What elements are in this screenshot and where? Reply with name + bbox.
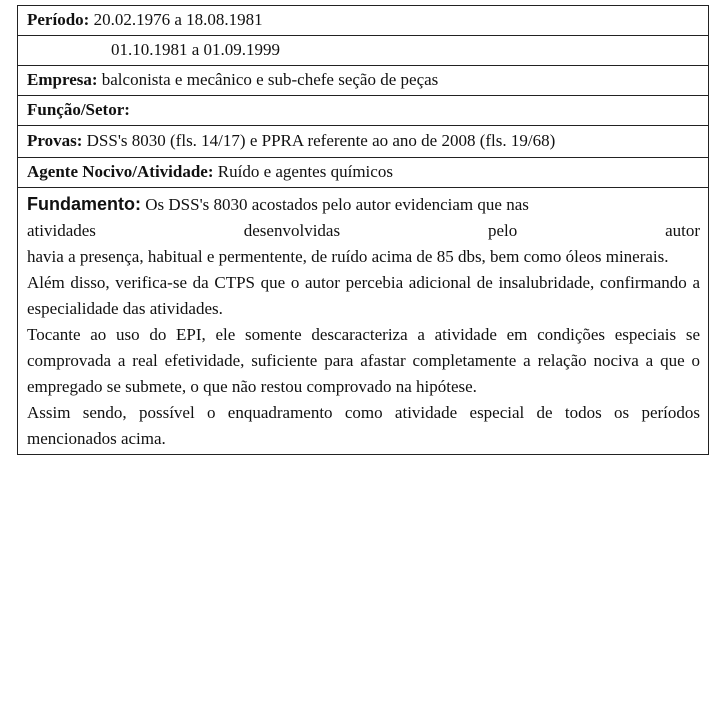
spread-word: desenvolvidas bbox=[243, 221, 341, 240]
decision-table bbox=[17, 5, 709, 455]
fundamento-label: Fundamento: bbox=[27, 194, 141, 214]
provas-label: Provas: bbox=[27, 131, 83, 150]
fundamento-spread-line bbox=[27, 218, 700, 244]
funcao-label: Função/Setor: bbox=[27, 100, 130, 119]
agente-value: Ruído e agentes químicos bbox=[217, 162, 393, 181]
fundamento-first-line bbox=[27, 191, 700, 218]
spread-word: atividades bbox=[27, 221, 96, 240]
fundamento-first-text: Os DSS's 8030 acostados pelo autor evidenciam que nas bbox=[145, 195, 529, 214]
periodo-line1: 20.02.1976 a 18.08.1981 bbox=[93, 10, 263, 29]
funcao-row bbox=[18, 96, 708, 126]
spread-word: pelo bbox=[487, 221, 518, 240]
fundamento-paragraph-3: Tocante ao uso do EPI, ele somente descaracteriza a atividade em condições especiais se comprovada a real efetividade, suficiente para afastar completamente a relação nociva a que o empregado se submete, o que não restou comprovado na hipótese. bbox=[27, 325, 700, 396]
fundamento-paragraph-2: Além disso, verifica-se da CTPS que o autor percebia adicional de insalubridade, confirmando a especialidade das atividades. bbox=[27, 273, 700, 318]
empresa-row bbox=[18, 66, 708, 96]
periodo-row bbox=[18, 6, 708, 36]
agente-row bbox=[18, 158, 708, 188]
spread-word: autor bbox=[665, 221, 700, 240]
periodo-label: Período: bbox=[27, 10, 90, 29]
periodo-row-2 bbox=[18, 36, 708, 66]
fundamento-row bbox=[18, 188, 708, 455]
periodo-line2: 01.10.1981 a 01.09.1999 bbox=[111, 40, 281, 59]
provas-row bbox=[18, 126, 708, 158]
agente-label: Agente Nocivo/Atividade: bbox=[27, 162, 214, 181]
fundamento-paragraph-4: Assim sendo, possível o enquadramento como atividade especial de todos os períodos mencionados acima. bbox=[27, 403, 700, 448]
empresa-value: balconista e mecânico e sub-chefe seção de peças bbox=[101, 70, 439, 89]
fundamento-paragraph-1: havia a presença, habitual e permentente, de ruído acima de 85 dbs, bem como óleos minerais. bbox=[27, 247, 669, 266]
empresa-label: Empresa: bbox=[27, 70, 98, 89]
provas-value: DSS's 8030 (fls. 14/17) e PPRA referente ao ano de 2008 (fls. 19/68) bbox=[86, 131, 556, 150]
